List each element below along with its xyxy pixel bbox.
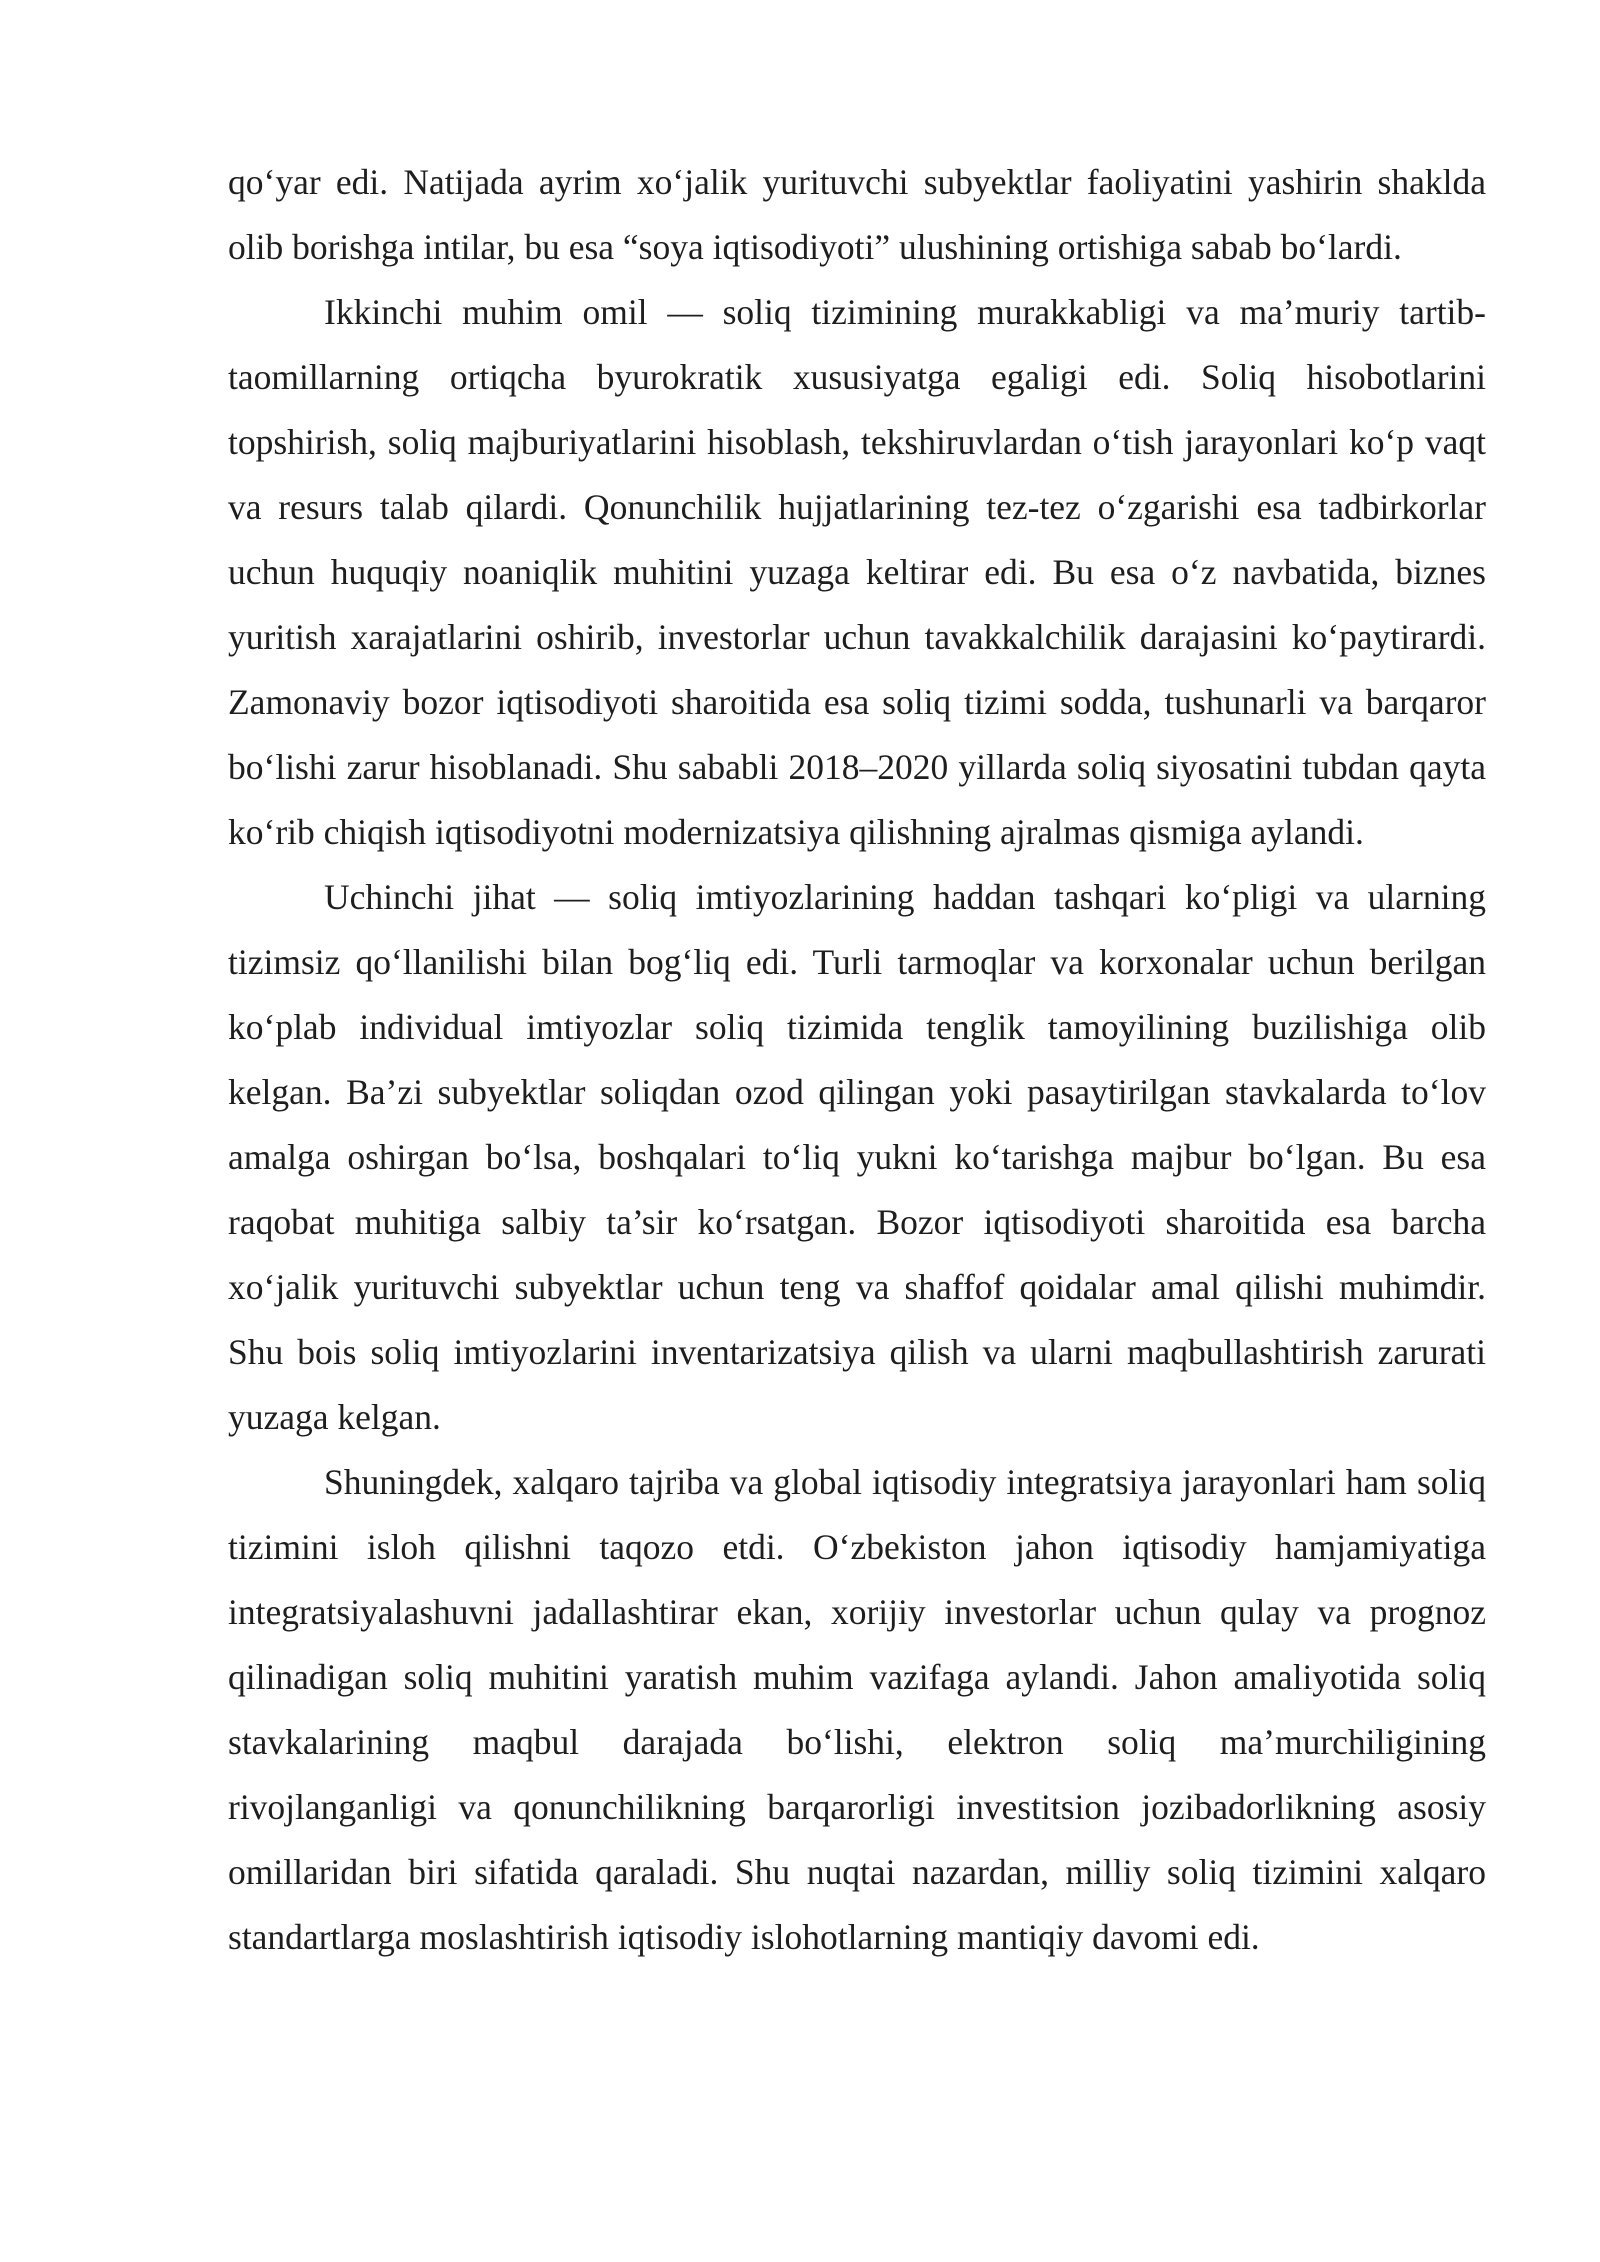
- document-page: [228, 150, 1486, 1970]
- paragraph-international-experience: Shuningdek, xalqaro tajriba va global iqtisodiy integratsiya jarayonlari ham soliq tizimini isloh qilishni taqozo etdi. O‘zbekiston jahon iqtisodiy hamjamiyatiga integratsiyalashuvni jadallashtirar ekan, xorijiy investorlar uchun qulay va prognoz qilinadigan soliq muhitini yaratish muhim vazifaga aylandi. Jahon amaliyotida soliq stavkalarining maqbul darajada bo‘lishi, elektron soliq ma’murchiligining rivojlanganligi va qonunchilikning barqarorligi investitsion jozibadorlikning asosiy omillaridan biri sifatida qaraladi. Shu nuqtai nazardan, milliy soliq tizimini xalqaro standartlarga moslashtirish iqtisodiy islohotlarning mantiqiy davomi edi.: [228, 1462, 1486, 1957]
- paragraph-third-aspect: Uchinchi jihat — soliq imtiyozlarining haddan tashqari ko‘pligi va ularning tizimsiz qo‘llanilishi bilan bog‘liq edi. Turli tarmoqlar va korxonalar uchun berilgan ko‘plab individual imtiyozlar soliq tizimida tenglik tamoyilining buzilishiga olib kelgan. Ba’zi subyektlar soliqdan ozod qilingan yoki pasaytirilgan stavkalarda to‘lov amalga oshirgan bo‘lsa, boshqalari to‘liq yukni ko‘tarishga majbur bo‘lgan. Bu esa raqobat muhitiga salbiy ta’sir ko‘rsatgan. Bozor iqtisodiyoti sharoitida esa barcha xo‘jalik yurituvchi subyektlar uchun teng va shaffof qoidalar amal qilishi muhimdir. Shu bois soliq imtiyozlarini inventarizatsiya qilish va ularni maqbullashtirish zarurati yuzaga kelgan.: [228, 877, 1486, 1437]
- paragraph-continuation: qo‘yar edi. Natijada ayrim xo‘jalik yurituvchi subyektlar faoliyatini yashirin shaklda olib borishga intilar, bu esa “soya iqtisodiyoti” ulushining ortishiga sabab bo‘lardi.: [228, 162, 1486, 267]
- paragraph-second-factor: Ikkinchi muhim omil — soliq tizimining murakkabligi va ma’muriy tartib-taomillarning ortiqcha byurokratik xususiyatga egaligi edi. Soliq hisobotlarini topshirish, soliq majburiyatlarini hisoblash, tekshiruvlardan o‘tish jarayonlari ko‘p vaqt va resurs talab qilardi. Qonunchilik hujjatlarining tez-tez o‘zgarishi esa tadbirkorlar uchun huquqiy noaniqlik muhitini yuzaga keltirar edi. Bu esa o‘z navbatida, biznes yuritish xarajatlarini oshirib, investorlar uchun tavakkalchilik darajasini ko‘paytirardi. Zamonaviy bozor iqtisodiyoti sharoitida esa soliq tizimi sodda, tushunarli va barqaror bo‘lishi zarur hisoblanadi. Shu sababli 2018–2020 yillarda soliq siyosatini tubdan qayta ko‘rib chiqish iqtisodiyotni modernizatsiya qilishning ajralmas qismiga aylandi.: [228, 292, 1486, 852]
